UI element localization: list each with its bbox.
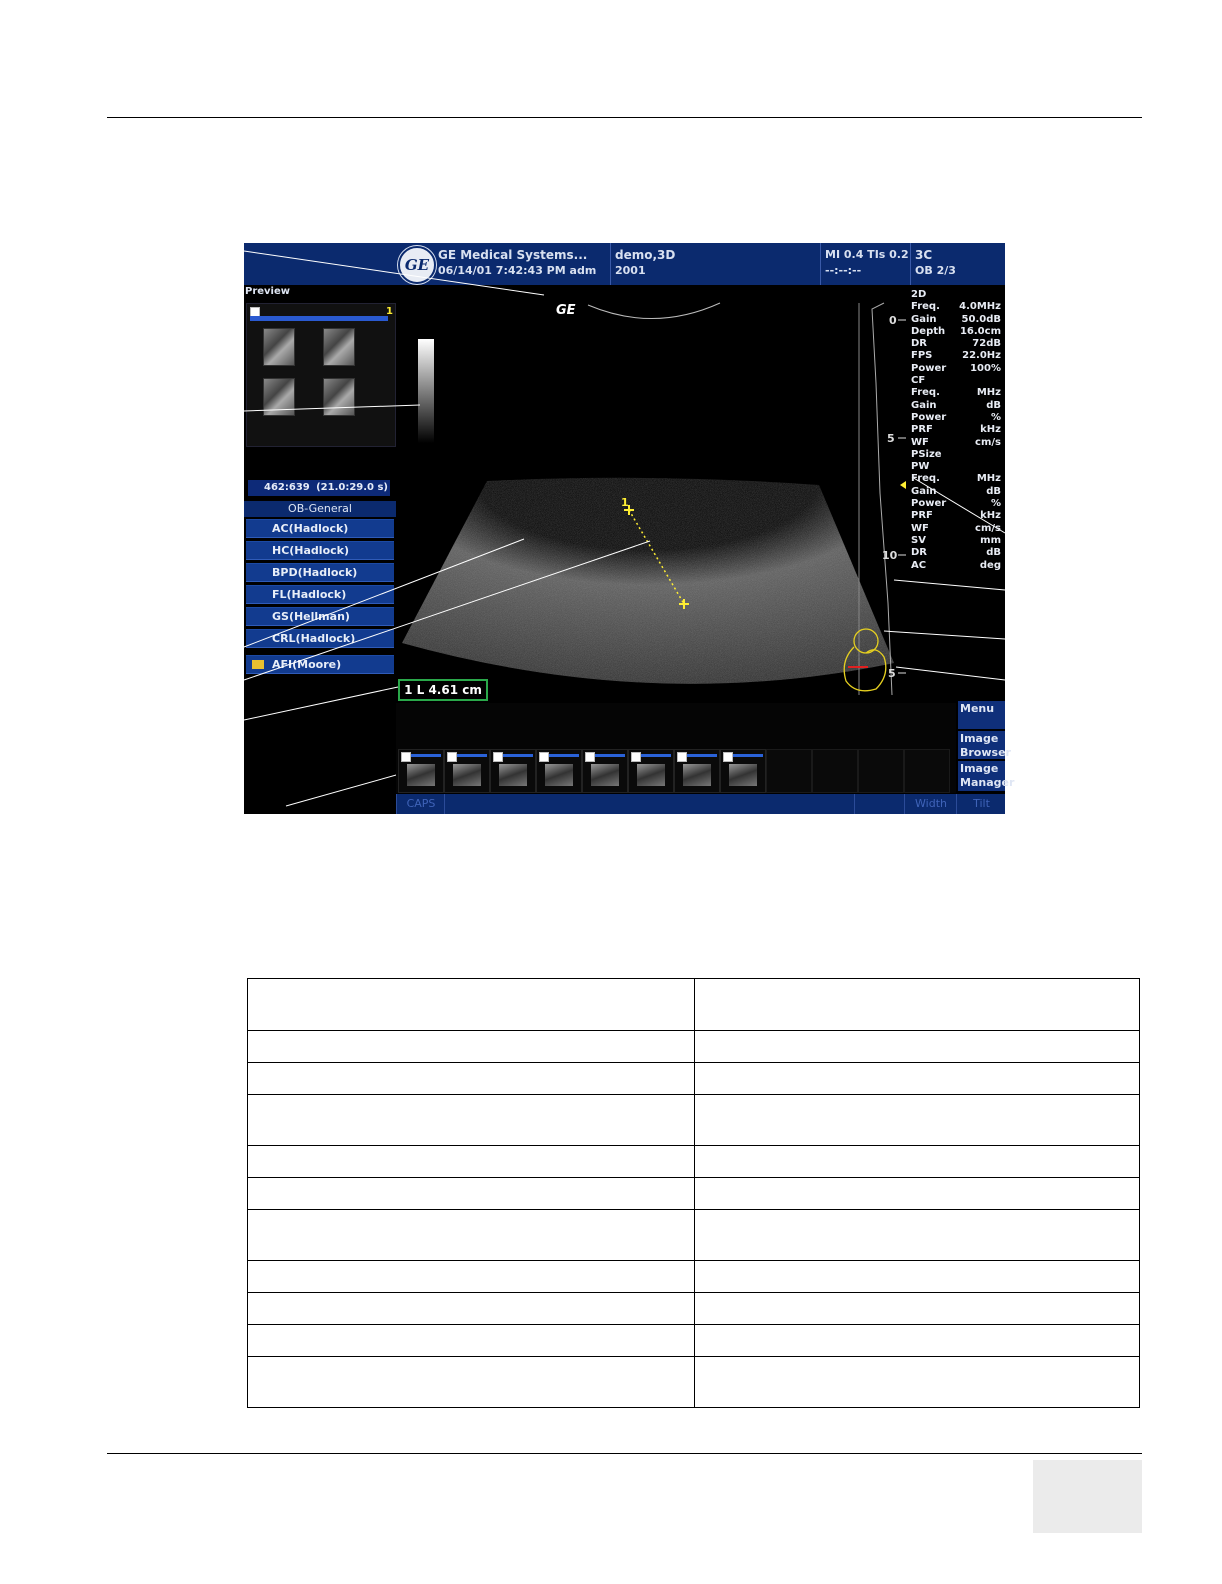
param-value: mm bbox=[980, 534, 1001, 546]
app-preset: OB 2/3 bbox=[915, 264, 956, 277]
param-value: % bbox=[990, 411, 1001, 423]
depth-label-10: 10 bbox=[882, 549, 898, 562]
param-row bbox=[910, 461, 1005, 473]
clip-thumbnail[interactable] bbox=[490, 749, 536, 793]
mi-tis: MI 0.4 TIs 0.2 bbox=[825, 248, 909, 261]
param-value: MHz bbox=[976, 387, 1001, 399]
param-label: PSize bbox=[911, 448, 942, 460]
param-label: Gain bbox=[911, 485, 937, 497]
param-label: WF bbox=[911, 522, 929, 534]
param-label: Freq. bbox=[911, 473, 940, 485]
param-row bbox=[910, 449, 1005, 461]
scan-parameters bbox=[910, 289, 1005, 572]
clip-thumbnail[interactable] bbox=[674, 749, 720, 793]
param-label: PRF bbox=[911, 424, 933, 436]
menu-item-bpd[interactable]: BPD(Hadlock) bbox=[246, 563, 394, 582]
param-row bbox=[910, 301, 1005, 313]
param-value: MHz bbox=[976, 473, 1001, 485]
param-row bbox=[910, 424, 1005, 436]
table-row bbox=[248, 1063, 1140, 1095]
table-row bbox=[248, 1095, 1140, 1146]
caliper-number: 1 bbox=[621, 496, 629, 509]
table-row bbox=[248, 1357, 1140, 1408]
preview-label: Preview bbox=[245, 286, 291, 297]
cine-frame: 462:639 bbox=[264, 482, 310, 493]
focus-marker-icon bbox=[900, 481, 906, 489]
status-blank bbox=[854, 794, 905, 814]
image-browser-button[interactable]: Image Browser bbox=[960, 732, 1011, 759]
menu-item-fl[interactable]: FL(Hadlock) bbox=[246, 585, 394, 604]
param-label: WF bbox=[911, 436, 929, 448]
header-rule bbox=[107, 117, 1142, 118]
table-row bbox=[248, 1210, 1140, 1261]
menu-item-crl[interactable]: CRL(Hadlock) bbox=[246, 629, 394, 648]
param-row bbox=[910, 326, 1005, 338]
depth-label-0: 0 bbox=[889, 314, 897, 327]
param-label: DR bbox=[911, 338, 928, 350]
page-number-box bbox=[1033, 1460, 1142, 1533]
param-value: 72dB bbox=[972, 338, 1001, 350]
param-row bbox=[910, 486, 1005, 498]
param-row bbox=[910, 547, 1005, 559]
clip-thumbnail[interactable] bbox=[582, 749, 628, 793]
measure-menu-title: OB-General bbox=[244, 501, 396, 517]
patient-name: demo,3D bbox=[615, 248, 676, 262]
callout-table bbox=[247, 978, 1140, 1408]
mi-sub: --:--:-- bbox=[825, 264, 862, 277]
ultrasound-screen bbox=[244, 243, 1015, 814]
param-label: Gain bbox=[911, 399, 937, 411]
ge-logo-icon: GE bbox=[398, 246, 436, 284]
menu-button[interactable]: Menu bbox=[958, 701, 1005, 729]
width-control[interactable]: Width bbox=[904, 794, 957, 814]
brand-text: GE Medical Systems... bbox=[438, 248, 588, 262]
sector-top-arc bbox=[588, 303, 720, 319]
caps-indicator: CAPS bbox=[396, 794, 445, 814]
param-value: kHz bbox=[980, 510, 1001, 522]
param-value: dB bbox=[986, 547, 1001, 559]
param-label: Depth bbox=[911, 325, 946, 337]
param-row bbox=[910, 387, 1005, 399]
clip-empty-slot[interactable] bbox=[904, 749, 950, 793]
param-row bbox=[910, 363, 1005, 375]
clipboard bbox=[396, 703, 956, 793]
param-label: Power bbox=[911, 498, 947, 510]
probe-name: 3C bbox=[915, 248, 933, 262]
param-row bbox=[910, 498, 1005, 510]
status-bar bbox=[396, 794, 1005, 814]
clip-thumbnail[interactable] bbox=[536, 749, 582, 793]
param-label: SV bbox=[911, 534, 926, 546]
sector-speckle bbox=[402, 478, 894, 684]
param-label: Power bbox=[911, 411, 947, 423]
param-row bbox=[910, 338, 1005, 350]
param-label: PRF bbox=[911, 510, 933, 522]
param-row bbox=[910, 437, 1005, 449]
param-label: AC bbox=[911, 559, 927, 571]
param-value: kHz bbox=[980, 424, 1001, 436]
param-row bbox=[910, 523, 1005, 535]
param-row bbox=[910, 560, 1005, 572]
param-label: PW bbox=[911, 461, 930, 473]
table-row bbox=[248, 1325, 1140, 1357]
param-value: % bbox=[990, 498, 1001, 510]
param-value: 50.0dB bbox=[961, 313, 1001, 325]
table-header-row bbox=[248, 979, 1140, 1031]
depth-label-5: 5 bbox=[887, 432, 895, 445]
status-message bbox=[444, 794, 855, 814]
table-row bbox=[248, 1031, 1140, 1063]
footer-rule bbox=[107, 1453, 1142, 1454]
menu-item-gs[interactable]: GS(Hellman) bbox=[246, 607, 394, 626]
param-label: Gain bbox=[911, 313, 937, 325]
param-row bbox=[910, 400, 1005, 412]
image-ge-logo: GE bbox=[556, 303, 576, 318]
param-row bbox=[910, 289, 1005, 301]
param-label: Freq. bbox=[911, 301, 940, 313]
param-label: Freq. bbox=[911, 387, 940, 399]
param-value: 22.0Hz bbox=[962, 350, 1001, 362]
param-label: FPS bbox=[911, 350, 933, 362]
measurement-result: 1 L 4.61 cm bbox=[398, 679, 488, 701]
datetime-user: 06/14/01 7:42:43 PM adm bbox=[438, 264, 597, 277]
table-row bbox=[248, 1178, 1140, 1210]
param-row bbox=[910, 412, 1005, 424]
param-label: CF bbox=[911, 375, 926, 387]
clip-thumbnail[interactable] bbox=[720, 749, 766, 793]
clip-thumbnail[interactable] bbox=[444, 749, 490, 793]
menu-item-ac[interactable]: AC(Hadlock) bbox=[246, 519, 394, 538]
clip-empty-slot[interactable] bbox=[858, 749, 904, 793]
cine-time: (21.0:29.0 s) bbox=[316, 482, 388, 493]
param-label: 2D bbox=[911, 289, 927, 300]
patient-year: 2001 bbox=[615, 264, 646, 277]
depth-label-15: 5 bbox=[888, 667, 896, 680]
param-row bbox=[910, 314, 1005, 326]
param-value: dB bbox=[986, 485, 1001, 497]
param-value: 100% bbox=[970, 362, 1001, 374]
table-row bbox=[248, 1146, 1140, 1178]
param-row bbox=[910, 535, 1005, 547]
param-value: cm/s bbox=[975, 436, 1001, 448]
tilt-control[interactable]: Tilt bbox=[956, 794, 1006, 814]
param-row bbox=[910, 350, 1005, 362]
clip-empty-slot[interactable] bbox=[766, 749, 812, 793]
param-value: 4.0MHz bbox=[959, 301, 1001, 313]
param-label: DR bbox=[911, 547, 928, 559]
param-row bbox=[910, 473, 1005, 485]
menu-item-hc[interactable]: HC(Hadlock) bbox=[246, 541, 394, 560]
table-row bbox=[248, 1293, 1140, 1325]
param-label: Power bbox=[911, 362, 947, 374]
preview-index: 1 bbox=[386, 306, 393, 317]
clip-thumbnail[interactable] bbox=[628, 749, 674, 793]
image-manager-button[interactable]: Image Manager bbox=[960, 762, 1015, 789]
clip-thumbnail[interactable] bbox=[398, 749, 444, 793]
param-value: 16.0cm bbox=[959, 325, 1001, 337]
param-value: cm/s bbox=[975, 522, 1001, 534]
table-row bbox=[248, 1261, 1140, 1293]
menu-item-afi[interactable]: AFI(Moore) bbox=[246, 655, 394, 674]
param-value: deg bbox=[979, 559, 1001, 571]
param-row bbox=[910, 375, 1005, 387]
clip-empty-slot[interactable] bbox=[812, 749, 858, 793]
param-value: dB bbox=[986, 399, 1001, 411]
param-row bbox=[910, 510, 1005, 522]
